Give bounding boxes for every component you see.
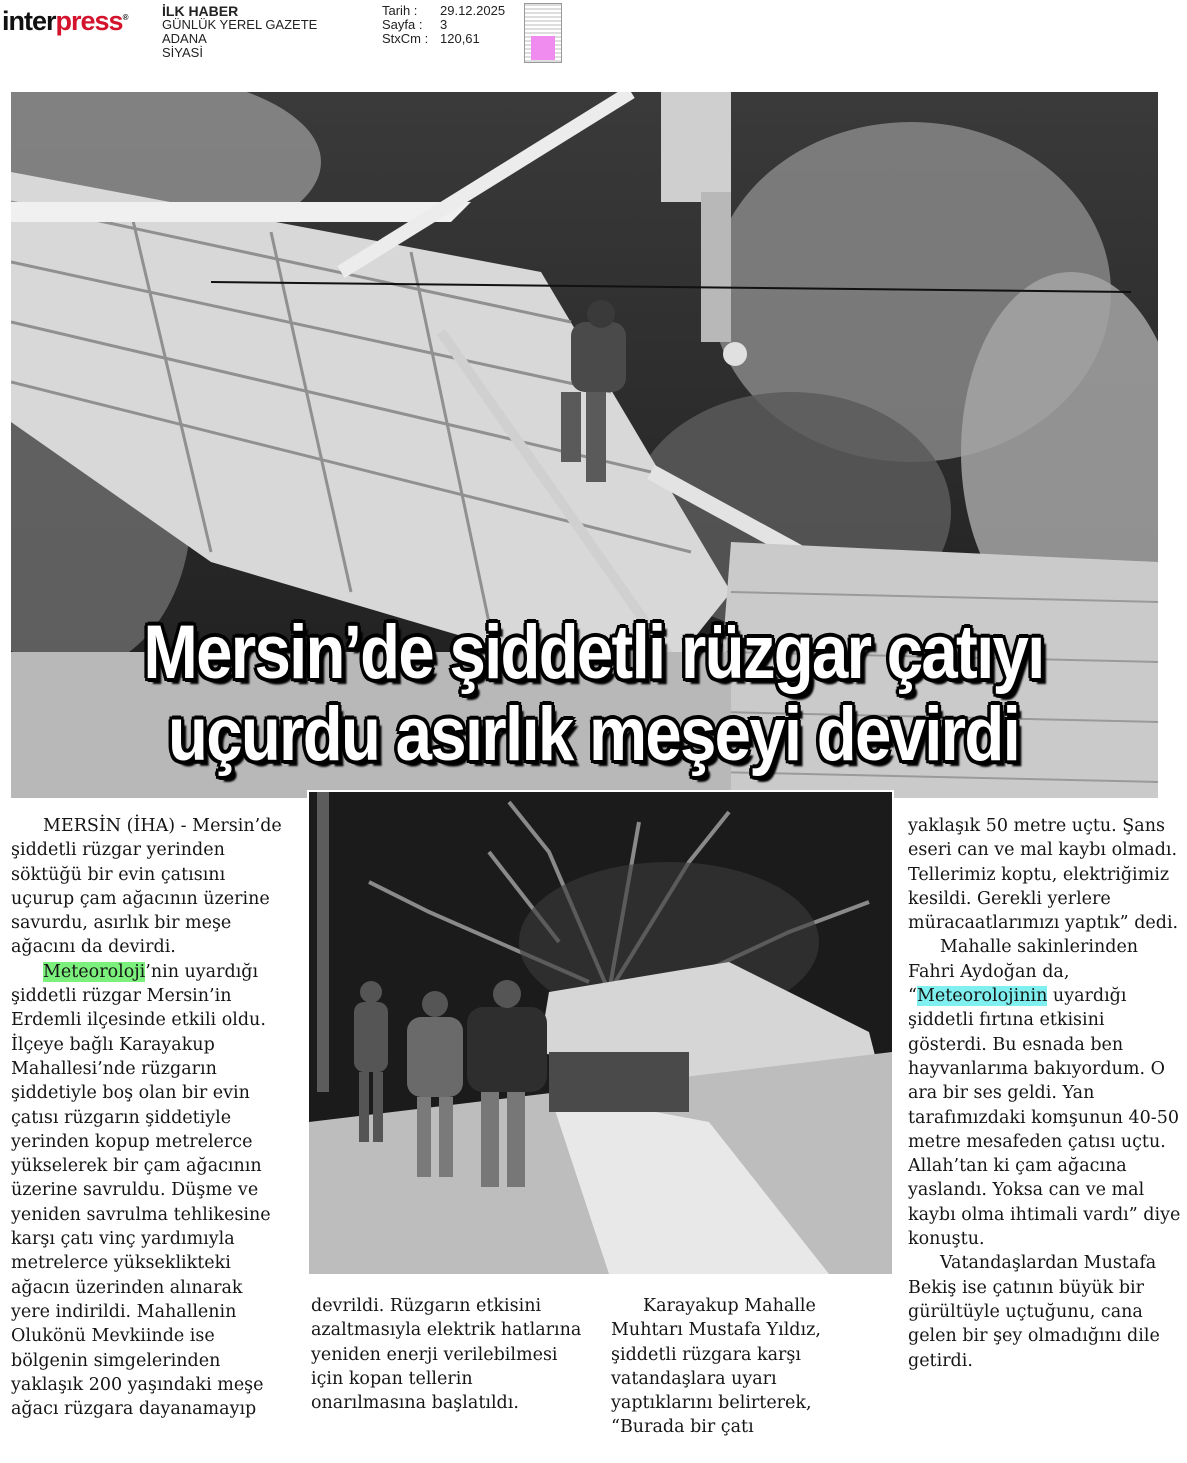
clip-location-marker [531, 36, 555, 60]
article-paragraph-6-start: Mahalle sakinlerinden Fahri Aydoğan da, “ [908, 937, 1139, 1007]
article-paragraph-5: yaklaşık 50 metre uçtu. Şans eseri can ve mal kaybı olmadı. Tellerimiz koptu, elektriğimiz kesildi. Gerekli yerlere müracaatlarımızı yaptık” dedi. [908, 816, 1179, 934]
article-headline [0, 612, 1187, 776]
date-value: 29.12.2025 [440, 3, 506, 18]
article-paragraph-lead: MERSİN (İHA) - Mersin’de şiddetli rüzgar yerinden söktüğü bir evin çatısını uçurup çam ağacının üzerine savurdu, asırlık bir meşe ağacını da devirdi. [11, 816, 282, 958]
keyword-highlight-meteoroloji[interactable]: Meteoroloji [43, 961, 146, 982]
article-paragraph-2-text: ’nin uyardığı şiddetli rüzgar Mersin’in Erdemli ilçesinde etkili oldu. İlçeye bağlı Karayakup Mahallesi’nde rüzgarın şiddetiyle boş olan bir evin çatısı rüzgarın şiddetiyle yerinden kopup metrelerce yükselerek bir çam ağacının üzerine savruldu. Düşme ve yeniden savrulma tehlikesine karşı çatı vinç yardımıyla metrelerce yükseklikteki ağacın üzerinden alınarak yere indirildi. Mahallenin Olukönü Mevkiinde ise bölgenin simgelerinden yaklaşık 200 yaşındaki meşe ağacı rüzgara dayanamayıp [11, 961, 271, 1420]
logo-accent-text: press [55, 6, 123, 36]
logo-registered-mark: ® [122, 13, 128, 22]
article-paragraph-2 [11, 960, 283, 1422]
publication-section: SİYASİ [162, 45, 203, 60]
publication-info [162, 4, 317, 60]
article-column-3 [611, 1294, 883, 1440]
headline-line-2: uçurdu asırlık meşeyi devirdi [167, 692, 1020, 777]
page-label: Sayfa : [382, 17, 423, 32]
publication-name: İLK HABER [162, 3, 239, 19]
headline-line-1: Mersin’de şiddetli rüzgar çatıyı [143, 610, 1044, 695]
article-column-2 [311, 1294, 583, 1415]
stxcm-label: StxCm : [382, 31, 429, 46]
keyword-highlight-meteorolojinin[interactable]: Meteorolojinin [916, 986, 1048, 1007]
article-paragraph-4: Karayakup Mahalle Muhtarı Mustafa Yıldız, şiddetli rüzgara karşı vatandaşlara uyarı yaptıklarını belirterek, “Burada bir çatı [611, 1296, 821, 1438]
interpress-logo [2, 6, 127, 37]
article-column-4 [908, 814, 1184, 1373]
article-paragraph-7: Vatandaşlardan Mustafa Bekiş ise çatının büyük bir gürültüyle uçtuğunu, cana gelen bir şey olmadığını dile getirdi. [908, 1253, 1160, 1371]
photo-fallen-oak-drawing [309, 792, 892, 1274]
clipping-meta [382, 4, 505, 46]
photo-fallen-oak-tree [307, 790, 894, 1276]
logo-main-text: inter [2, 6, 56, 36]
date-label: Tarih : [382, 3, 418, 18]
article-paragraph-6 [908, 935, 1184, 1251]
article-column-1 [11, 814, 283, 1421]
article-paragraph-3: devrildi. Rüzgarın etkisini azaltmasıyla elektrik hatlarına yeniden enerji verilebilmesi için kopan tellerin onarılmasına başlatıldı. [311, 1296, 582, 1414]
page-thumbnail[interactable] [524, 3, 562, 63]
page-value: 3 [440, 17, 448, 32]
publication-city: ADANA [162, 31, 207, 46]
article-paragraph-6-text: uyardığı şiddetli fırtına etkisini gösterdi. Bu esnada ben hayvanlarıma bakıyordum. O ara bir ses geldi. Yan tarafımızdaki komşunun 40-50 metre mesafeden çatısı uçtu. Allah’tan ki çam ağacına yaslandı. Yoksa can ve mal kaybı olma ihtimali vardı” diye konuştu. [908, 986, 1181, 1250]
stxcm-value: 120,61 [440, 31, 480, 46]
publication-type: GÜNLÜK YEREL GAZETE [162, 17, 318, 32]
